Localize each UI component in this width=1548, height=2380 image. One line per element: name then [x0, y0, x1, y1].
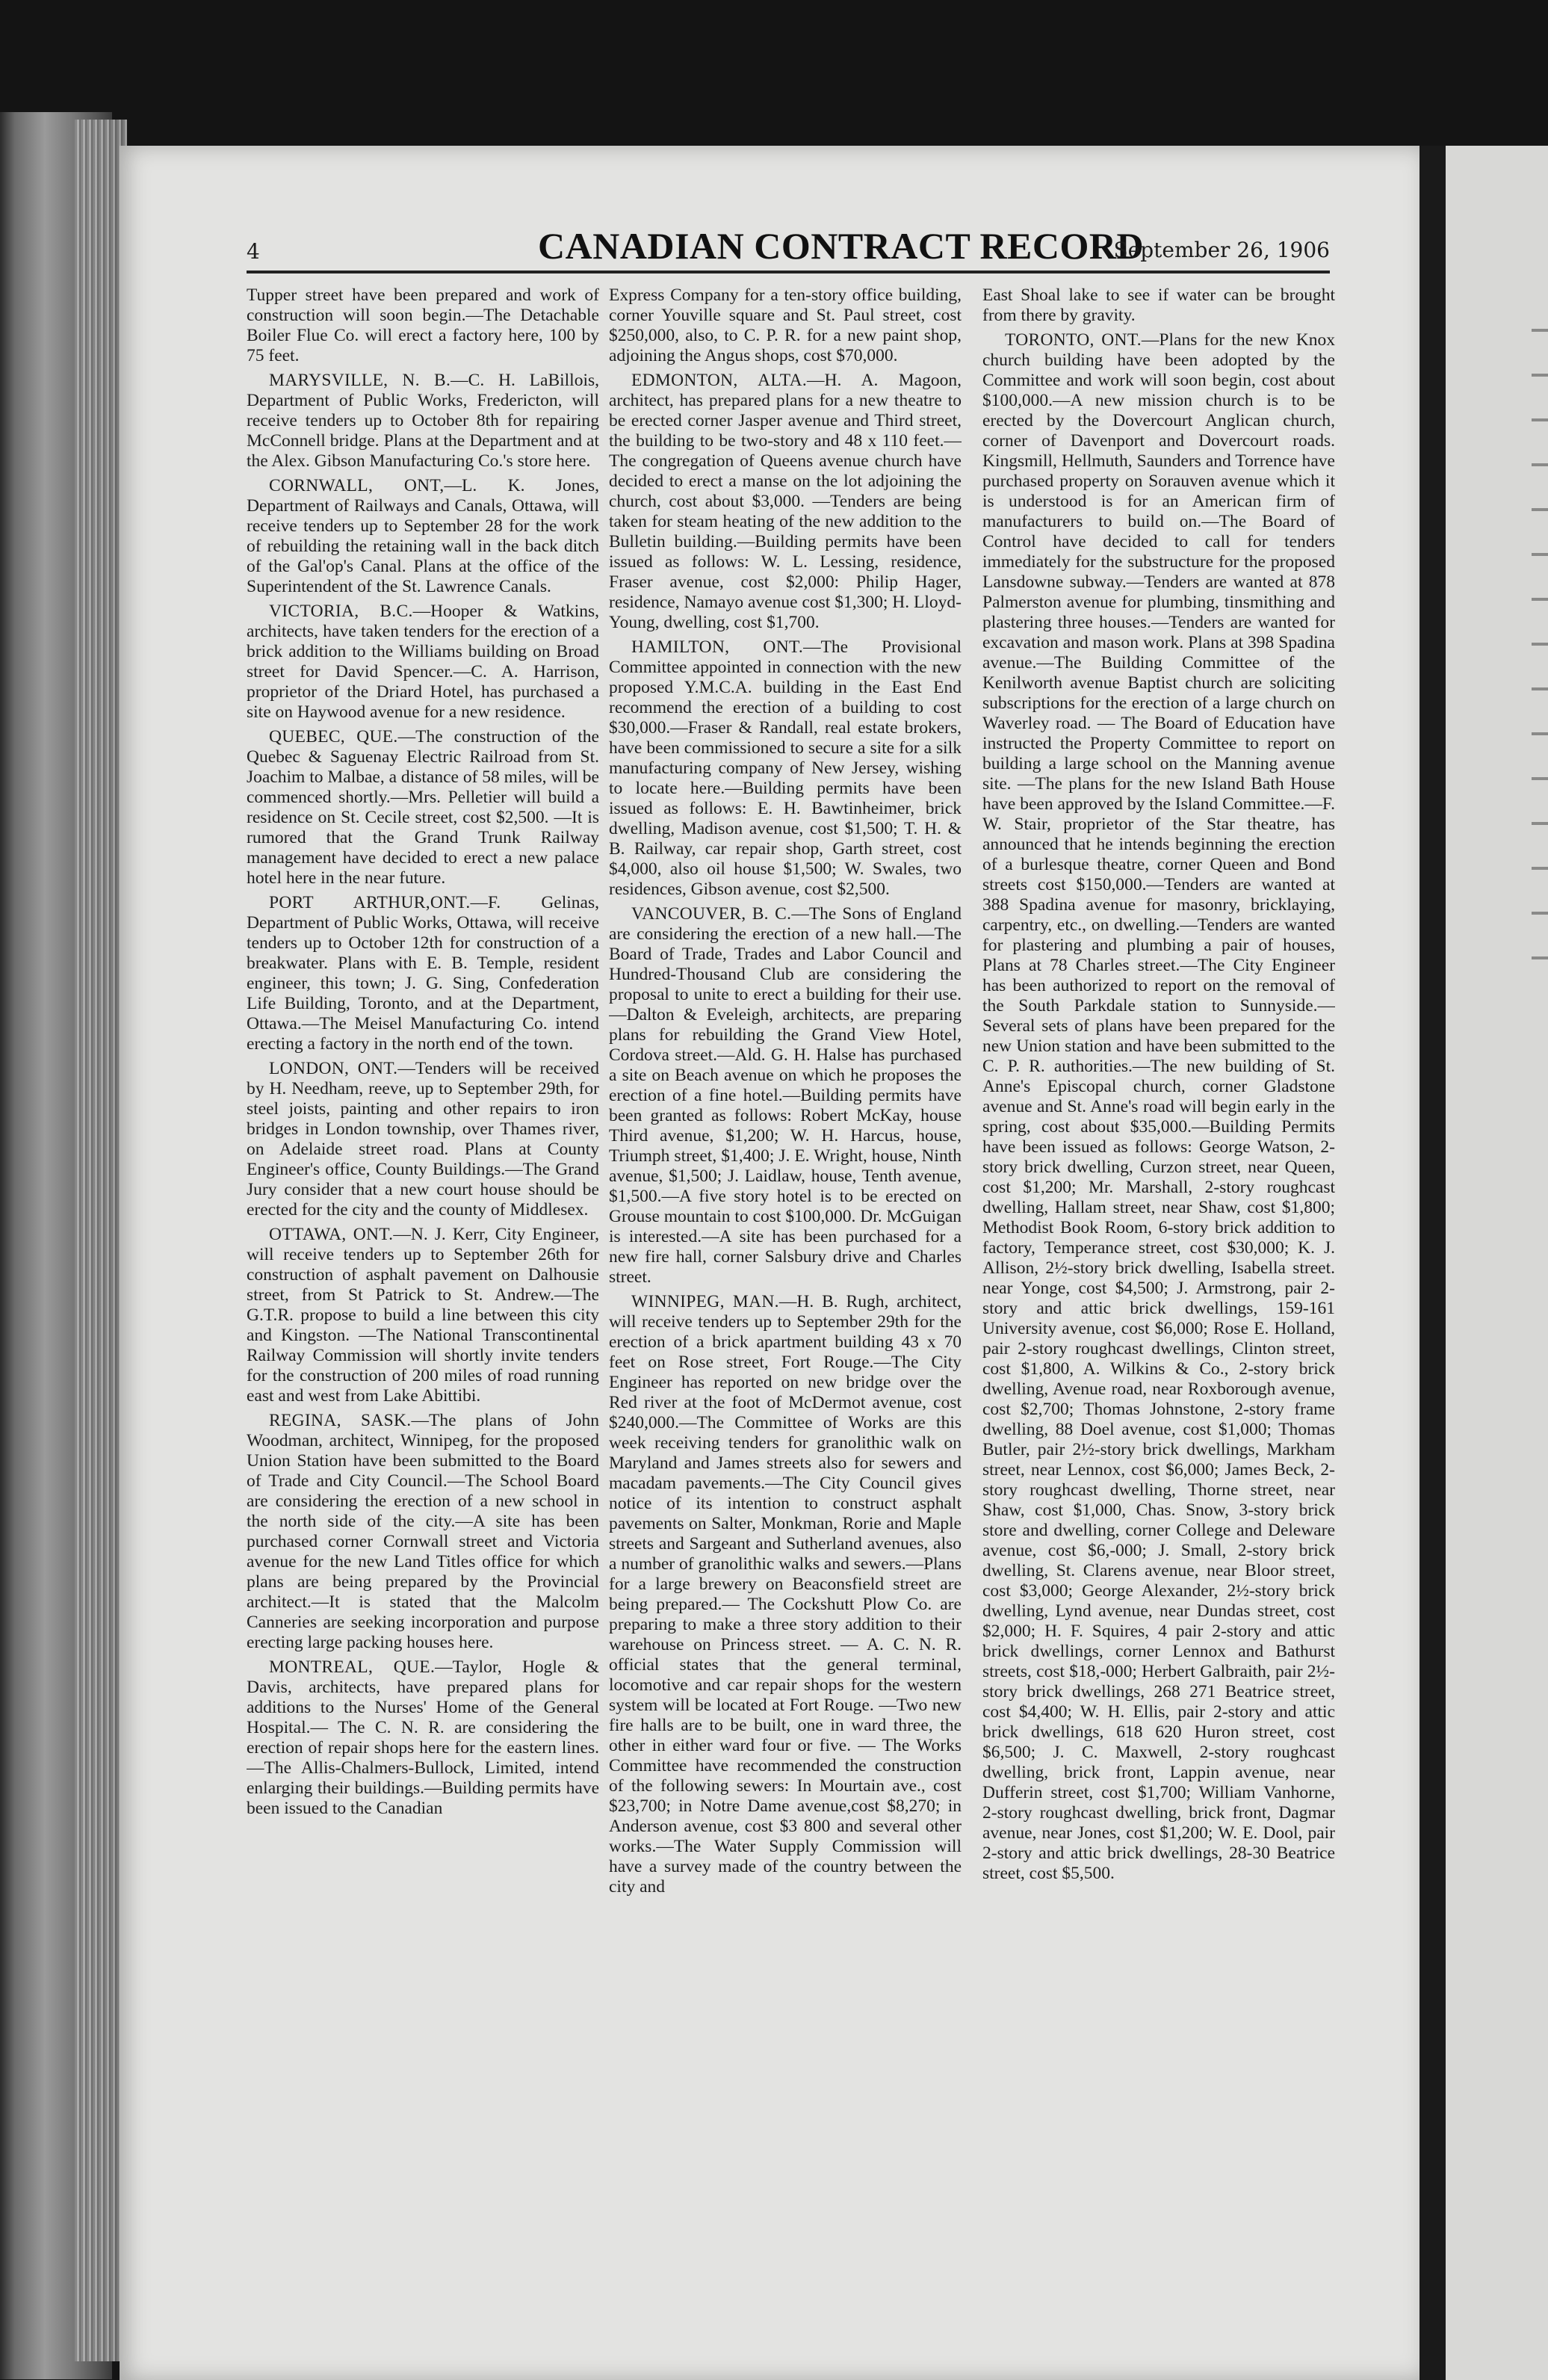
news-item-place: QUEBEC, QUE.	[269, 727, 398, 747]
news-item-place: OTTAWA, ONT.	[269, 1225, 394, 1244]
news-item-text: —Tenders will be received by H. Needham, reeve, up to September 29th, for steel joists, painting and other repairs to iron bridges in London township, over Thames river, on Adelaide street road. Plans at County Engineer's office, County Buildings.—The Grand Jury consider that a new court house should be erected for the city and the county of Middlesex.	[247, 1059, 599, 1220]
news-item-text: —Plans for the new Knox church building have been adopted by the Committee and work will soon begin, cost about $100,000.—A new mission church is to be erected by the Dovercourt Anglican church, corner of Davenport and Dovercourt roads. Kingsmill, Hellmuth, Saunders and Torrence have purchased property on Sorauven avenue which it is understood is for an American firm of manufacturers to build on.—The Board of Control have decided to call for tenders immediately for the substructure for the proposed Lansdowne subway.—Tenders are wanted at 878 Palmerston avenue for plumbing, tinsmithing and plastering three houses.—Tenders are wanted for excavation and mason work. Plans at 398 Spadina avenue.—The Building Committee of the Kenilworth avenue Baptist church are soliciting subscriptions for the erection of a large church on Waverley road. — The Board of Education have instructed the Property Committee to report on building a large school on the Manning avenue site. —The plans for the new Island Bath House have been approved by the Island Committee.—F. W. Stair, proprietor of the Star theatre, has announced that he intends beginning the erection of a burlesque theatre, corner Queen and Bond streets cost $150,000.—Tenders are wanted at 388 Spadina avenue for masonry, bricklaying, carpentry, etc., on dwelling.—Tenders are wanted for plastering and plumbing a pair of houses, Plans at 78 Charles street.—The City Engineer has been authorized to report on the removal of the South Parkdale station to Sunnyside.—Several sets of plans have been prepared for the new Union station and have been submitted to the C. P. R. authorities.—The new building of St. Anne's Episcopal church, corner Gladstone avenue and St. Anne's road will begin early in the spring, cost about $35,000.—Building Permits have been issued as follows: George Watson, 2-story brick dwelling, Curzon street, near Queen, cost $1,200; Mr. Marshall, 2-story roughcast dwelling, Hallam street, near Shaw, cost $1,800; Methodist Book Room, 6-story brick addition to factory, Temperance street, cost $30,000; K. J. Allison, 2½-story brick dwelling, Isabella street. near Yonge, cost $4,500; J. Armstrong, pair 2-story and attic brick dwellings, 159-161 University avenue, cost $6,000; Rose E. Holland, pair 2-story roughcast dwellings, Clinton street, cost $1,800, A. Wilkins & Co., 2-story brick dwelling, Avenue road, near Roxborough avenue, cost $2,700; Thomas Johnstone, 2-story frame dwelling, 88 Doel avenue, cost $1,000; Thomas Butler, pair 2½-story brick dwellings, Markham street, near Lennox, cost $6,000; James Beck, 2-story roughcast dwelling, Thorne street, near Shaw, cost $1,000, Chas. Snow, 3-story brick store and dwelling, corner College and Deleware avenue, cost $6,-000; J. Small, 2-story brick dwelling, St. Clarens avenue, near Bloor street, cost $3,000; George Alexander, 2½-story brick dwelling, Lynd avenue, near Dundas street, cost $2,000; H. F. Squires, 4 pair 2-story and attic brick dwellings, corner Lennox and Bathurst streets, cost $18,-000; Herbert Galbraith, pair 2½-story brick dwellings, 268 271 Beatrice street, cost $4,400; W. H. Ellis, pair 2-story and attic brick dwellings, 618 620 Huron street, cost $6,500; J. C. Maxwell, 2-story roughcast dwelling, brick front, Lappin avenue, near Dufferin street, cost $1,700; William Vanhorne, 2-story roughcast dwelling, brick front, Dagmar avenue, near Jones, cost $1,200; W. E. Dool, pair 2-story and attic brick dwellings, 28-30 Beatrice street, cost $5,500.	[982, 330, 1335, 1883]
text-column-1	[247, 285, 599, 2198]
news-item	[247, 602, 599, 723]
news-item-text: —H. B. Rugh, architect, will receive tenders up to September 29th for the erection of a brick apartment building 43 x 70 feet on Rose street, Fort Rouge.—The City Engineer has reported on new bridge over the Red river at the foot of McDermot avenue, cost $240,000.—The Committee of Works are this week receiving tenders for granolithic walk on Maryland and James streets also for sewers and macadam pavements.—The City Council gives notice of its intention to construct asphalt pavements on Salter, Monkman, Rorie and Maple streets and Sargeant and Sutherland avenues, also a number of granolithic walks and sewers.—Plans for a large brewery on Beaconsfield street are being prepared.— The Cockshutt Plow Co. are preparing to make a three story addition to their warehouse on Princess street. — A. C. N. R. official states that the general terminal, locomotive and car repair shops for the western system will be located at Fort Rouge. —Two new fire halls are to be built, one in ward three, the other in either ward four or five. — The Works Committee have recommended the construction of the following sewers: In Mourtain ave., cost $23,700; in Notre Dame avenue,cost $8,270; in Anderson avenue, cost $3 800 and several other works.—The Water Supply Commission will have a survey made of the country between the city and	[609, 1292, 962, 1897]
page-number: 4	[247, 239, 260, 264]
news-item-place: MARYSVILLE, N. B.	[269, 371, 451, 390]
news-item-place: CORNWALL, ONT,	[269, 476, 445, 495]
adjacent-page-text-edge	[1532, 329, 1548, 1001]
news-item-text: —Taylor, Hogle & Davis, architects, have prepared plans for additions to the Nurses' Home of the General Hospital.— The C. N. R. are considering the erection of repair shops here for the eastern lines.—The Allis-Chalmers-Bullock, Limited, intend enlarging their buildings.—Building permits have been issued to the Canadian	[247, 1657, 599, 1818]
news-item	[982, 285, 1335, 326]
news-item	[247, 1225, 599, 1406]
news-item	[247, 1411, 599, 1653]
news-item-place: TORONTO, ONT.	[1005, 330, 1142, 350]
issue-date: September 26, 1906	[1113, 238, 1330, 262]
news-item-place: VICTORIA, B.C.	[269, 602, 413, 621]
news-item	[609, 637, 962, 900]
news-item-text: East Shoal lake to see if water can be brought from there by gravity.	[982, 285, 1335, 325]
news-item	[247, 285, 599, 366]
news-item	[247, 1657, 599, 1819]
news-item-place: REGINA, SASK.	[269, 1411, 412, 1430]
news-item-text: —H. A. Magoon, architect, has prepared plans for a new theatre to be erected corner Jasper avenue and Third street, the building to be two-story and 48 x 110 feet.—The congregation of Queens avenue church have decided to erect a manse on the lot adjoining the church, cost about $3,000. —Tenders are being taken for steam heating of the new addition to the Bulletin building.—Building permits have been issued as follows: W. L. Lessing, residence, Fraser avenue, cost $2,000: Philip Hager, residence, Namayo avenue cost $1,300; H. Lloyd-Young, dwelling, cost $1,700.	[609, 371, 962, 632]
news-item-text: —C. H. LaBillois, Department of Public Works, Fredericton, will receive tenders up to October 8th for repairing McConnell bridge. Plans at the Department and at the Alex. Gibson Manufacturing Co.'s store here.	[247, 371, 599, 471]
text-column-3	[982, 285, 1335, 2198]
news-item-place: HAMILTON, ONT.	[631, 637, 804, 657]
news-item	[982, 330, 1335, 1884]
news-item-text: Tupper street have been prepared and work of construction will soon begin.—The Detachable Boiler Flue Co. will erect a factory here, 100 by 75 feet.	[247, 285, 599, 365]
page-header	[247, 224, 1330, 269]
journal-title: CANADIAN CONTRACT RECORD	[538, 225, 1145, 267]
news-item	[247, 1059, 599, 1220]
news-item-place: EDMONTON, ALTA.	[631, 371, 808, 390]
news-item-text: —Hooper & Watkins, architects, have taken tenders for the erection of a brick addition to the Williams building on Broad street for David Spencer.—C. A. Harrison, proprietor of the Driard Hotel, has purchased a site on Haywood avenue for a new residence.	[247, 602, 599, 722]
header-rule	[247, 271, 1330, 273]
news-item	[609, 1292, 962, 1897]
news-item	[609, 904, 962, 1288]
news-item	[247, 476, 599, 597]
news-item	[609, 285, 962, 366]
news-item-place: VANCOUVER, B. C.	[631, 904, 792, 924]
news-item-text: —F. Gelinas, Department of Public Works, Ottawa, will receive tenders up to October 12th for construction of a breakwater. Plans with E. B. Temple, resident engineer, this town; J. G. Sing, Confederation Life Building, Toronto, and at the Department, Ottawa.—The Meisel Manufacturing Co. intend erecting a factory in the north end of the town.	[247, 893, 599, 1054]
news-item-text: —L. K. Jones, Department of Railways and Canals, Ottawa, will receive tenders up to September 28 for the work of rebuilding the retaining wall in the back ditch of the Gal'op's Canal. Plans at the office of the Superintendent of the St. Lawrence Canals.	[247, 476, 599, 596]
news-item-text: Express Company for a ten-story office building, corner Youville square and St. Paul street, cost $250,000, also, to C. P. R. for a new paint shop, adjoining the Angus shops, cost $70,000.	[609, 285, 962, 365]
news-item-text: —The construction of the Quebec & Saguenay Electric Railroad from St. Joachim to Malbae, a distance of 58 miles, will be commenced shortly.—Mrs. Pelletier will build a residence on St. Cecile street, cost $2,500. —It is rumored that the Grand Trunk Railway management have decided to erect a new palace hotel here in the near future.	[247, 727, 599, 888]
news-item-text: —The Sons of England are considering the erection of a new hall.—The Board of Trade, Trades and Labor Council and Hundred-Thousand Club are considering the proposal to unite to erect a building for their use.—Dalton & Eveleigh, architects, are preparing plans for rebuilding the Grand View Hotel, Cordova street.—Ald. G. H. Halse has purchased a site on Beach avenue on which he proposes the erection of a fine hotel.—Building permits have been granted as follows: Robert McKay, house Third avenue, $1,200; W. H. Harcus, house, Triumph street, $1,400; J. E. Wright, house, Ninth avenue, $1,500; J. Laidlaw, house, Tenth avenue, $1,500.—A five story hotel is to be erected on Grouse mountain to cost $100,000. Dr. McGuigan is interested.—A site has been purchased for a new fire hall, corner Salsbury drive and Charles street.	[609, 904, 962, 1287]
news-item	[247, 727, 599, 888]
news-item	[609, 371, 962, 633]
news-item-text: —N. J. Kerr, City Engineer, will receive tenders up to September 26th for construction of asphalt pavement on Dalhousie street, from St Patrick to St. Andrew.—The G.T.R. propose to build a line between this city and Kingston. —The National Transcontinental Railway Commission will shortly invite tenders for the construction of 200 miles of road running east and west from Lake Abittibi.	[247, 1225, 599, 1406]
text-column-2	[609, 285, 962, 2198]
news-item-text: —The Provisional Committee appointed in connection with the new proposed Y.M.C.A. building in the East End recommend the erection of a building to cost $30,000.—Fraser & Randall, real estate brokers, have been commissioned to secure a site for a silk manufacturing company of New Jersey, wishing to locate here.—Building permits have been issued as follows: E. H. Bawtinheimer, brick dwelling, Madison avenue, cost $1,500; T. H. & B. Railway, car repair shop, Garth street, cost $4,000, also oil house $1,500; W. Swales, two residences, Gibson avenue, cost $2,500.	[609, 637, 962, 899]
news-item-place: WINNIPEG, MAN.	[631, 1292, 779, 1311]
news-item-place: LONDON, ONT.	[269, 1059, 398, 1078]
news-item-text: —The plans of John Woodman, architect, Winnipeg, for the proposed Union Station have been submitted to the Board of Trade and City Council.—The School Board are considering the erection of a new school in the north side of the city.—A site has been purchased corner Cornwall street and Victoria avenue for the new Land Titles office for which plans are being prepared by the Provincial architect.—It is stated that the Malcolm Canneries are seeking incorporation and purpose erecting large packing houses here.	[247, 1411, 599, 1652]
news-item-place: PORT ARTHUR,ONT.	[269, 893, 471, 912]
news-item	[247, 893, 599, 1054]
news-item-place: MONTREAL, QUE.	[269, 1657, 436, 1677]
page-gutter	[1419, 146, 1446, 2380]
news-item	[247, 371, 599, 472]
